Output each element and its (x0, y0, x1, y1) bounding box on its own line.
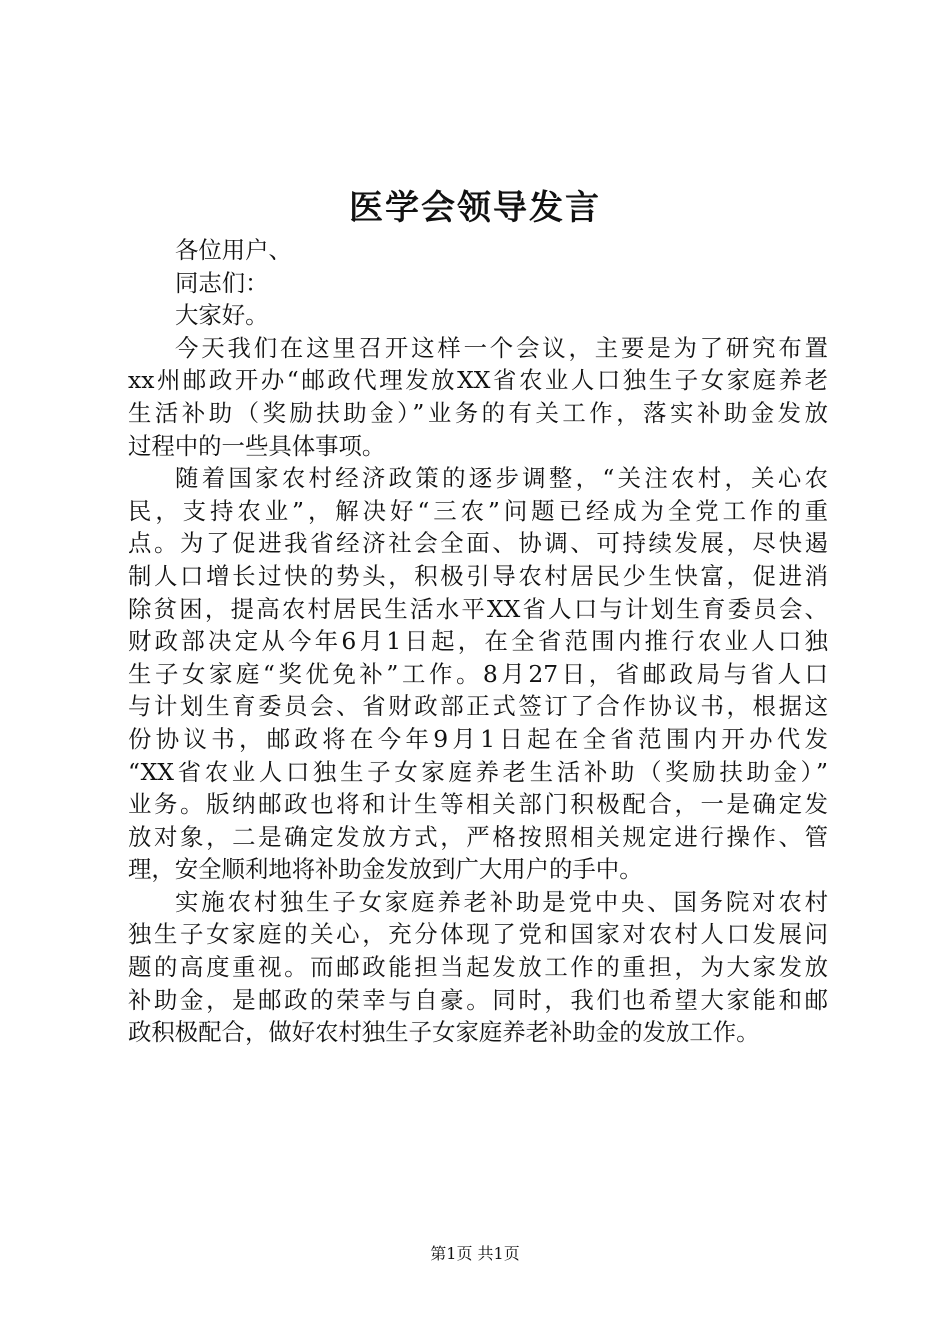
paragraph-line: 政积极配合，做好农村独生子女家庭养老补助金的发放工作。 (128, 1018, 760, 1047)
paragraph-line: 生子女家庭“奖优免补”工作。8月27日，省邮政局与省人口 (128, 659, 828, 688)
paragraph-line: 独生子女家庭的关心，充分体现了党和国家对农村人口发展问 (128, 920, 828, 949)
paragraph-line: 份协议书，邮政将在今年9月1日起在全省范围内开办代发 (128, 724, 828, 753)
paragraph (128, 462, 828, 886)
paragraph-line: 制人口增长过快的势头，积极引导农村居民少生快富，促进消 (128, 561, 828, 590)
paragraph-line: 今天我们在这里召开这样一个会议，主要是为了研究布置 (175, 333, 828, 362)
paragraph-line: 业务。版纳邮政也将和计生等相关部门积极配合，一是确定发 (128, 790, 828, 819)
greeting-line: 大家好。 (175, 301, 269, 330)
paragraph (128, 332, 828, 462)
paragraph-line: xx州邮政开办“邮政代理发放XX省农业人口独生子女家庭养老 (128, 366, 828, 395)
page-footer: 第1页 共1页 (430, 1244, 520, 1263)
greeting-line: 同志们： (175, 268, 269, 297)
paragraph-line: 题的高度重视。而邮政能担当起发放工作的重担，为大家发放 (128, 953, 828, 982)
paragraph-line: 点。为了促进我省经济社会全面、协调、可持续发展，尽快遏 (128, 529, 828, 558)
document-title: 医学会领导发言 (349, 188, 601, 228)
paragraph (128, 886, 828, 1049)
paragraph-line: 随着国家农村经济政策的逐步调整，“关注农村，关心农 (175, 464, 828, 493)
document-body (128, 234, 828, 1049)
paragraph-line: 过程中的一些具体事项。 (128, 431, 386, 460)
paragraph-line: 民，支持农业”，解决好“三农”问题已经成为全党工作的重 (128, 496, 828, 525)
paragraph-line: “XX省农业人口独生子女家庭养老生活补助（奖励扶助金）” (128, 757, 828, 786)
paragraph-line: 除贫困，提高农村居民生活水平XX省人口与计划生育委员会、 (128, 594, 828, 623)
paragraph-line: 放对象，二是确定发放方式，严格按照相关规定进行操作、管 (128, 822, 828, 851)
paragraph-line: 补助金，是邮政的荣幸与自豪。同时，我们也希望大家能和邮 (128, 985, 828, 1014)
paragraph-line: 财政部决定从今年6月1日起，在全省范围内推行农业人口独 (128, 627, 828, 656)
paragraph-line: 实施农村独生子女家庭养老补助是党中央、国务院对农村 (175, 887, 828, 916)
paragraph-line: 理，安全顺利地将补助金发放到广大用户的手中。 (128, 855, 643, 884)
paragraph-line: 生活补助（奖励扶助金）”业务的有关工作，落实补助金发放 (128, 398, 828, 427)
paragraph-line: 与计划生育委员会、省财政部正式签订了合作协议书，根据这 (128, 692, 828, 721)
greeting-line: 各位用户、 (175, 236, 292, 264)
